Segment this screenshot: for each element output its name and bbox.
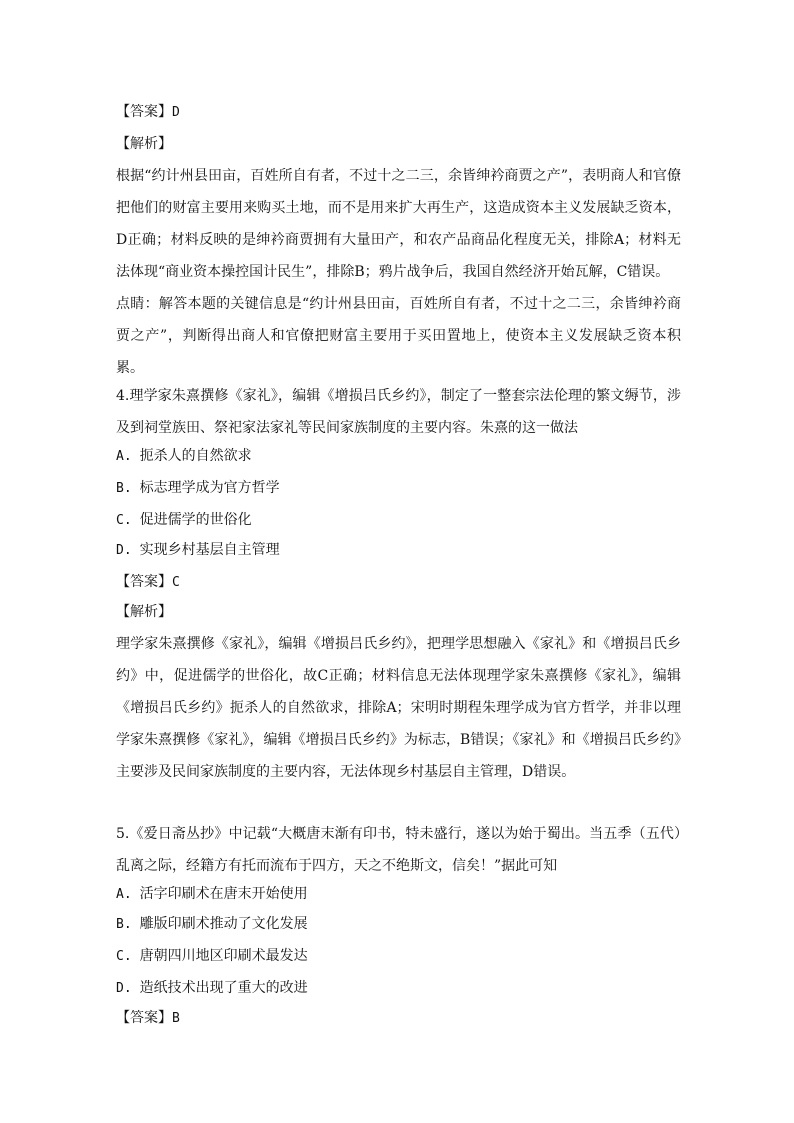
answer-value: C [172, 575, 180, 590]
answer-label: 【答案】 [116, 1010, 172, 1026]
answer-value: B [172, 1011, 180, 1026]
q4-option-d [116, 540, 280, 561]
q3-analysis-label: 【解析】 [116, 136, 172, 152]
option-letter: C. [116, 513, 132, 528]
q4-answer [116, 572, 180, 593]
q3-analysis-text: 根据“约计州县田亩，百姓所自有者，不过十之二三，余皆绅衿商贾之产”，表明商人和官僚把他们的财富主要用来购买土地，而不是用来扩大再生产，这造成资本主义发展缺乏资本，D正确；材料反映的是绅衿商贾拥有大量田产，和农产品商品化程度无关，排除A；材料无法体现“商业资本操控国计民生”，排除B；鸦片战争后，我国自然经济开始瓦解，C错误。 [116, 168, 681, 280]
q4-option-c [116, 510, 252, 531]
option-letter: A. [116, 887, 132, 902]
answer-label: 【答案】 [116, 104, 172, 120]
q4-analysis-text: 理学家朱熹撰修《家礼》，编辑《增损吕氏乡约》，把理学思想融入《家礼》和《增损吕氏乡约》中，促进儒学的世俗化，故C正确；材料信息无法体现理学家朱熹撰修《家礼》，编辑《增损吕氏乡约》扼杀人的自然欲求，排除A；宋明时期程朱理学成为官方哲学，并非以理学家朱熹撰修《家礼》，编辑《增损吕氏乡约》为标志，B错误；《家礼》和《增损吕氏乡约》主要涉及民间家族制度的主要内容，无法体现乡村基层自主管理，D错误。 [116, 636, 681, 780]
option-text: 造纸技术出现了重大的改进 [139, 980, 308, 996]
option-letter: B. [116, 917, 132, 932]
q5-answer [116, 1008, 180, 1029]
q5-option-b [116, 914, 308, 935]
option-text: 雕版印刷术推动了文化发展 [139, 916, 308, 932]
answer-value: D [172, 105, 180, 120]
q5-option-c [116, 946, 308, 967]
q4-analysis-label: 【解析】 [116, 604, 172, 620]
option-letter: A. [116, 449, 132, 464]
option-text: 唐朝四川地区印刷术最发达 [139, 948, 308, 964]
q3-tip-text: 点睛：解答本题的关键信息是“约计州县田亩，百姓所自有者，不过十之二三，余皆绅衿商贾之产”，判断得出商人和官僚把财富主要用于买田置地上，使资本主义发展缺乏资本积累。 [116, 296, 681, 376]
q5-option-d [116, 978, 308, 999]
q5-stem: 5.《爱日斋丛抄》中记载“大概唐末渐有印书，特未盛行，遂以为始于蜀出。当五季（五代）乱离之际，经籍方有托而流布于四方，天之不绝斯文，信矣！”据此可知 [116, 826, 681, 874]
q4-option-b [116, 478, 280, 499]
option-text: 扼杀人的自然欲求 [139, 448, 252, 464]
q4-stem: 4.理学家朱熹撰修《家礼》，编辑《增损吕氏乡约》，制定了一整套宗法伦理的繁文缛节，涉及到祠堂族田、祭祀家法家礼等民间家族制度的主要内容。朱熹的这一做法 [116, 388, 681, 436]
option-letter: D. [116, 543, 132, 558]
answer-label: 【答案】 [116, 574, 172, 590]
option-letter: D. [116, 981, 132, 996]
option-letter: B. [116, 481, 132, 496]
q3-answer [116, 102, 180, 123]
q5-option-a [116, 884, 308, 905]
q4-option-a [116, 446, 252, 467]
option-text: 活字印刷术在唐末开始使用 [139, 886, 308, 902]
option-text: 促进儒学的世俗化 [139, 512, 252, 528]
option-letter: C. [116, 949, 132, 964]
option-text: 标志理学成为官方哲学 [139, 480, 280, 496]
option-text: 实现乡村基层自主管理 [139, 542, 280, 558]
